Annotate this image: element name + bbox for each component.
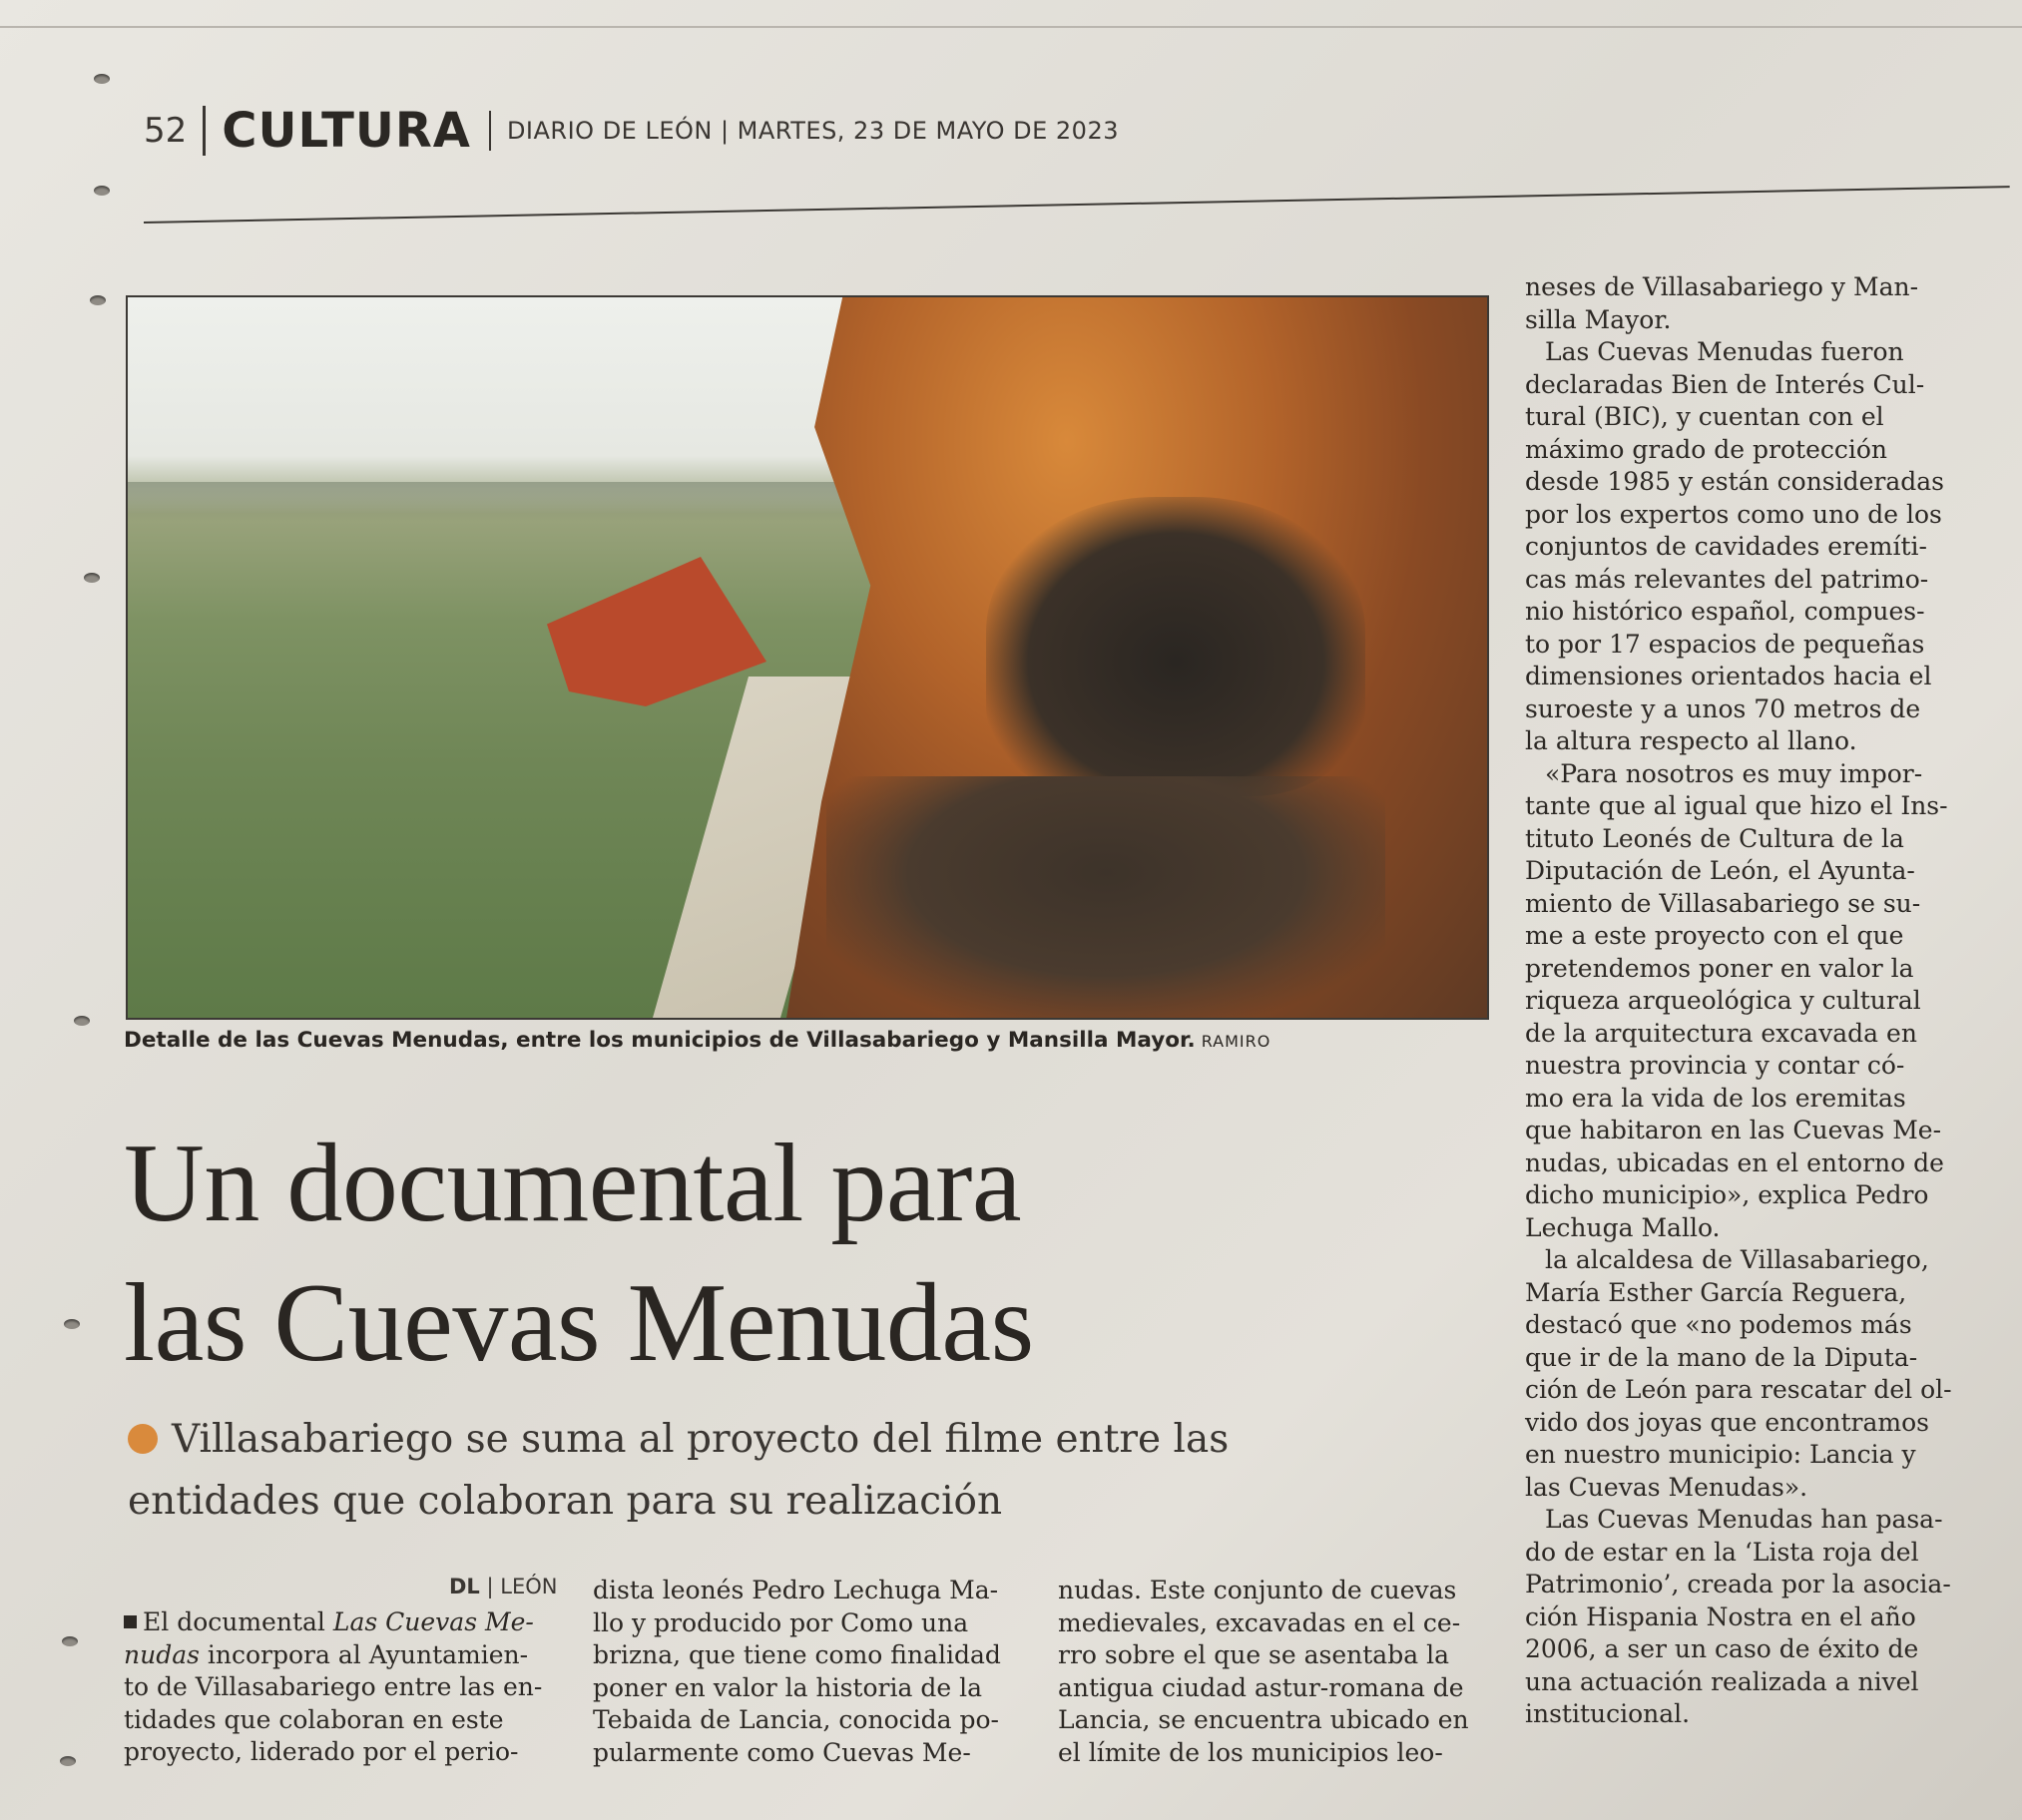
body-line: silla Mayor. xyxy=(1525,304,1672,334)
body-line: desde 1985 y están consideradas xyxy=(1525,467,1945,496)
header-divider xyxy=(203,106,206,156)
body-line: Las Cuevas Menudas han pasa- xyxy=(1545,1505,1943,1534)
body-line: to por 17 espacios de pequeñas xyxy=(1525,629,1925,659)
body-text: El documental xyxy=(143,1607,333,1636)
body-line: vido dos joyas que encontramos xyxy=(1525,1407,1929,1437)
body-line: llo y producido por Como una xyxy=(593,1607,969,1637)
body-line: Patrimonio’, creada por la asocia- xyxy=(1525,1570,1951,1598)
body-line: proyecto, liderado por el perio- xyxy=(124,1737,519,1766)
body-line: María Esther García Reguera, xyxy=(1525,1277,1907,1307)
body-line: declaradas Bien de Interés Cul- xyxy=(1525,369,1925,399)
headline-line: las Cuevas Menudas xyxy=(124,1261,1034,1385)
body-line: el límite de los municipios leo- xyxy=(1058,1737,1443,1767)
body-line: riqueza arqueológica y cultural xyxy=(1525,986,1921,1015)
byline: DL | LEÓN xyxy=(449,1575,558,1598)
body-line: que habitaron en las Cuevas Me- xyxy=(1525,1116,1942,1144)
body-line: poner en valor la historia de la xyxy=(593,1672,982,1702)
body-line: máximo grado de protección xyxy=(1525,434,1888,464)
body-line: pularmente como Cuevas Me- xyxy=(593,1737,971,1767)
photo-caption xyxy=(124,1028,1491,1053)
section-title: CULTURA xyxy=(222,103,471,159)
article-subhead xyxy=(128,1409,1485,1533)
body-line: dista leonés Pedro Lechuga Ma- xyxy=(593,1576,999,1604)
page-number: 52 xyxy=(144,111,188,151)
body-line: pretendemos poner en valor la xyxy=(1525,953,1914,983)
page-header xyxy=(144,96,1119,166)
film-title-text: Las Cuevas Me- xyxy=(332,1607,534,1636)
body-text: incorpora al Ayuntamien- xyxy=(199,1639,529,1669)
body-line: ción de León para rescatar del ol- xyxy=(1525,1375,1952,1404)
body-line: do de estar en la ‘Lista roja del xyxy=(1525,1537,1919,1567)
body-line: antigua ciudad astur-romana de xyxy=(1058,1672,1464,1702)
body-line: «Para nosotros es muy impor- xyxy=(1545,758,1923,788)
body-line: de la arquitectura excavada en xyxy=(1525,1018,1917,1048)
photo-cave-floor xyxy=(826,776,1385,1018)
body-line: tante que al igual que hizo el Ins- xyxy=(1525,791,1948,820)
header-divider xyxy=(489,111,491,151)
article-photo xyxy=(126,295,1489,1020)
orange-bullet-icon xyxy=(128,1424,158,1454)
body-line: Lancia, se encuentra ubicado en xyxy=(1058,1705,1469,1734)
body-line: Diputación de León, el Ayunta- xyxy=(1525,856,1915,885)
article-column-3 xyxy=(1058,1575,1469,1769)
subhead-line: entidades que colaboran para su realización xyxy=(128,1479,1003,1524)
photo-horizon xyxy=(128,482,846,522)
body-line: la altura respecto al llano. xyxy=(1525,726,1857,755)
caption-text: Detalle de las Cuevas Menudas, entre los municipios de Villasabariego y Mansilla Mayor. xyxy=(124,1028,1196,1053)
article-headline xyxy=(124,1114,1501,1393)
body-line: tidades que colaboran en este xyxy=(124,1704,504,1734)
body-line: suroeste y a unos 70 metros de xyxy=(1525,693,1921,723)
body-line: por los expertos como uno de los xyxy=(1525,499,1942,529)
body-line: ción Hispania Nostra en el año xyxy=(1525,1601,1916,1631)
film-title-text: nudas xyxy=(124,1639,200,1669)
body-line: Tebaida de Lancia, conocida po- xyxy=(593,1705,999,1734)
photo-cave-opening xyxy=(986,497,1365,796)
header-top-rule xyxy=(0,26,2022,28)
body-line: tural (BIC), y cuentan con el xyxy=(1525,402,1884,431)
headline-line: Un documental para xyxy=(124,1122,1022,1245)
photo-red-rock xyxy=(547,557,766,706)
body-line: 2006, a ser un caso de éxito de xyxy=(1525,1634,1919,1663)
body-line: Lechuga Mallo. xyxy=(1525,1212,1721,1242)
body-line: me a este proyecto con el que xyxy=(1525,921,1904,950)
publication-date: DIARIO DE LEÓN | MARTES, 23 DE MAYO DE 2023 xyxy=(506,117,1119,145)
article-column-2 xyxy=(593,1575,1001,1769)
byline-agency: DL xyxy=(449,1575,480,1598)
subhead-line: Villasabariego se suma al proyecto del filme entre las xyxy=(172,1417,1230,1462)
body-line: brizna, que tiene como finalidad xyxy=(593,1640,1001,1669)
article-column-1 xyxy=(124,1606,542,1769)
body-line: Las Cuevas Menudas fueron xyxy=(1545,337,1904,366)
body-line: institucional. xyxy=(1525,1699,1691,1728)
body-line: medievales, excavadas en el ce- xyxy=(1058,1607,1461,1637)
byline-place: LEÓN xyxy=(500,1575,558,1598)
body-line: mo era la vida de los eremitas xyxy=(1525,1083,1906,1113)
article-column-4 xyxy=(1525,271,1952,1731)
body-line: dicho municipio», explica Pedro xyxy=(1525,1180,1929,1209)
photo-credit: RAMIRO xyxy=(1201,1032,1271,1051)
body-line: nio histórico español, compues- xyxy=(1525,597,1925,626)
body-line: to de Villasabariego entre las en- xyxy=(124,1672,543,1701)
body-line: cas más relevantes del patrimo- xyxy=(1525,564,1929,594)
body-line: rro sobre el que se asentaba la xyxy=(1058,1640,1449,1669)
body-line: dimensiones orientados hacia el xyxy=(1525,662,1932,690)
body-line: la alcaldesa de Villasabariego, xyxy=(1545,1245,1929,1274)
header-bottom-rule xyxy=(144,186,2010,224)
body-line: las Cuevas Menudas». xyxy=(1525,1472,1808,1502)
body-line: destacó que «no podemos más xyxy=(1525,1310,1912,1339)
body-line: que ir de la mano de la Diputa- xyxy=(1525,1342,1918,1372)
body-line: nuestra provincia y contar có- xyxy=(1525,1051,1905,1080)
body-line: nudas. Este conjunto de cuevas xyxy=(1058,1576,1457,1604)
body-line: nudas, ubicadas en el entorno de xyxy=(1525,1147,1944,1177)
body-line: una actuación realizada a nivel xyxy=(1525,1666,1919,1696)
paragraph-square-icon xyxy=(124,1615,137,1628)
body-line: en nuestro municipio: Lancia y xyxy=(1525,1440,1916,1469)
body-line: tituto Leonés de Cultura de la xyxy=(1525,823,1904,853)
body-line: neses de Villasabariego y Man- xyxy=(1525,272,1919,301)
body-line: miento de Villasabariego se su- xyxy=(1525,888,1921,918)
body-line: conjuntos de cavidades eremíti- xyxy=(1525,532,1927,561)
